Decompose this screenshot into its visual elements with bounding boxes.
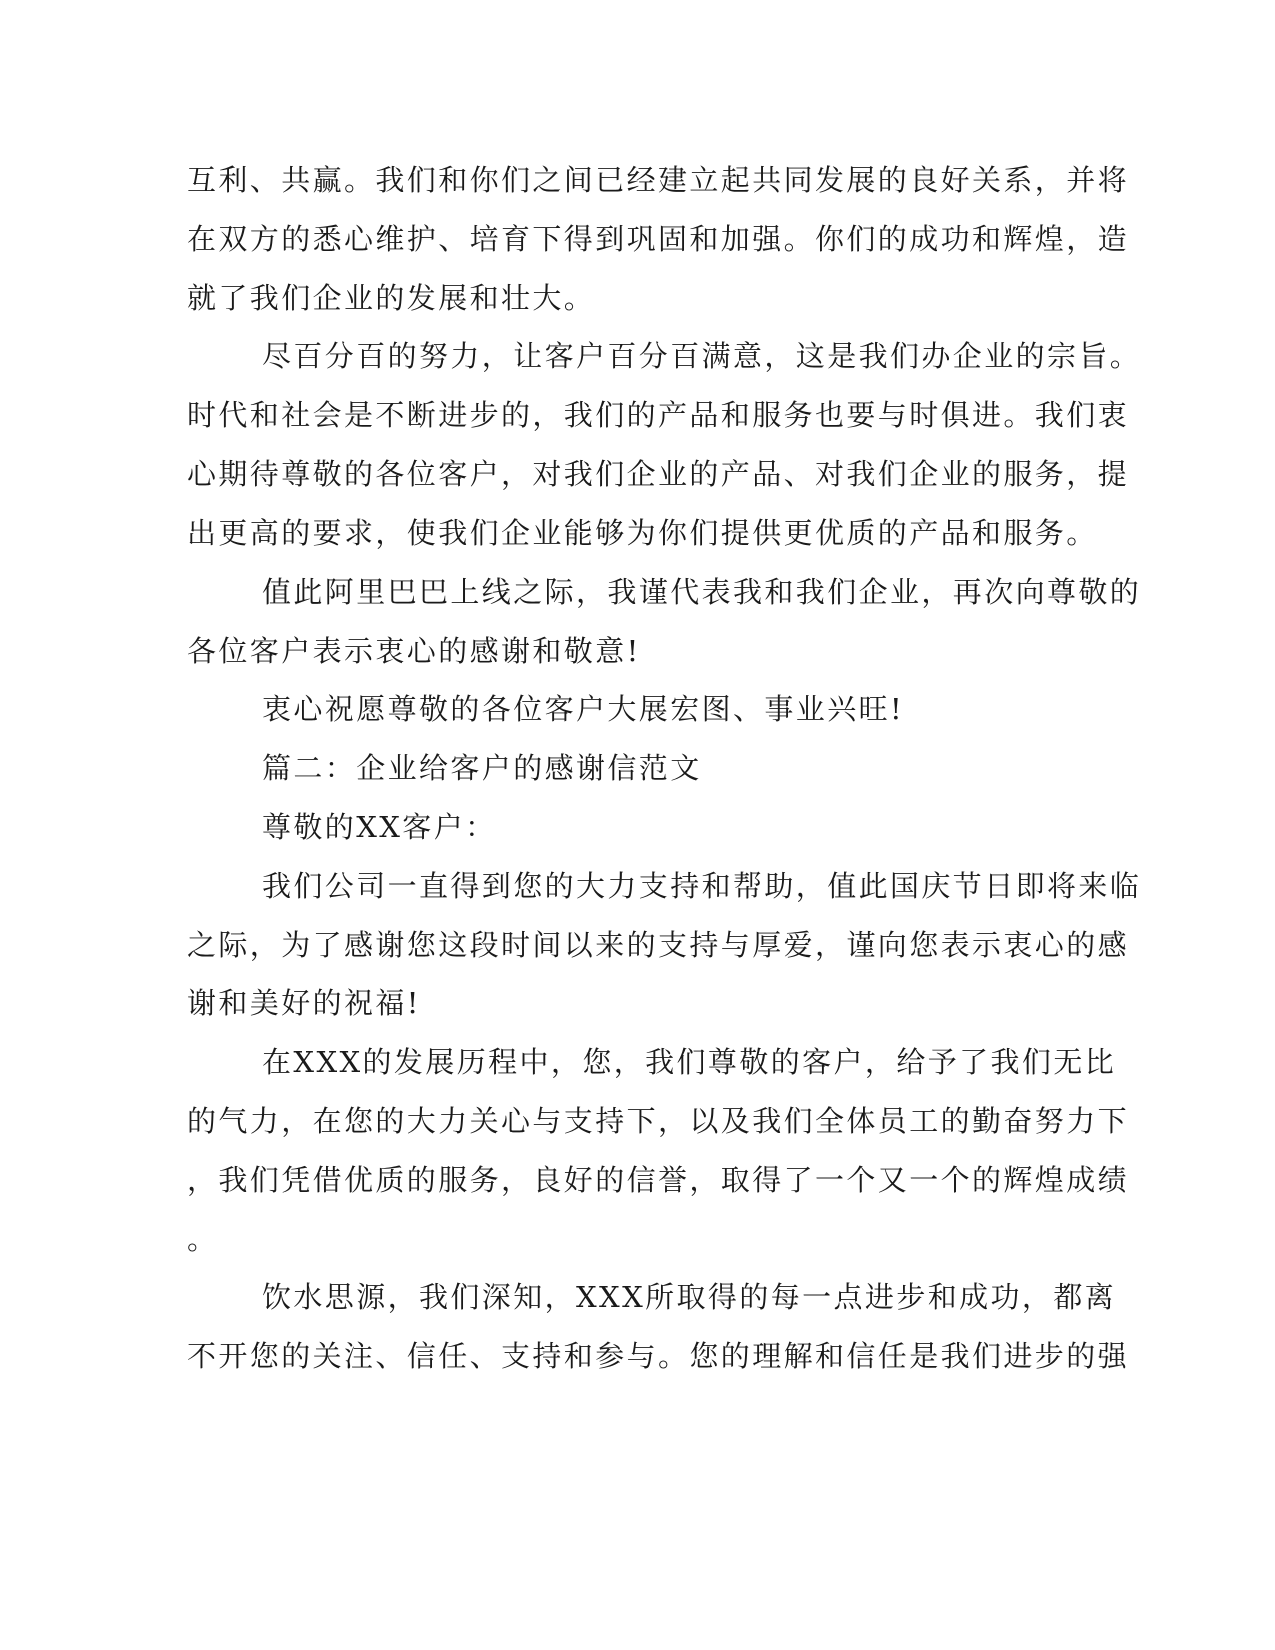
text-line: 。	[187, 1222, 219, 1256]
section-heading: 篇二：企业给客户的感谢信范文	[262, 751, 702, 785]
text-line: 在双方的悉心维护、培育下得到巩固和加强。你们的成功和辉煌，造	[187, 222, 1130, 256]
text-line: 我们公司一直得到您的大力支持和帮助，值此国庆节日即将来临	[262, 869, 1142, 903]
text-line: 各位客户表示衷心的感谢和敬意!	[187, 634, 641, 668]
text-line: 谢和美好的祝福!	[187, 986, 421, 1020]
text-line: 衷心祝愿尊敬的各位客户大展宏图、事业兴旺!	[262, 692, 905, 726]
salutation: 尊敬的XX客户：	[262, 810, 497, 844]
text-line: 就了我们企业的发展和壮大。	[187, 281, 596, 315]
text-line: 互利、共赢。我们和你们之间已经建立起共同发展的良好关系，并将	[187, 163, 1130, 197]
text-line: 值此阿里巴巴上线之际，我谨代表我和我们企业，再次向尊敬的	[262, 575, 1142, 609]
text-line: 心期待尊敬的各位客户，对我们企业的产品、对我们企业的服务，提	[187, 457, 1130, 491]
text-line: 饮水思源，我们深知，XXX所取得的每一点进步和成功，都离	[262, 1280, 1117, 1314]
text-line: 之际，为了感谢您这段时间以来的支持与厚爱，谨向您表示衷心的感	[187, 928, 1130, 962]
text-line: 的气力，在您的大力关心与支持下，以及我们全体员工的勤奋努力下	[187, 1104, 1130, 1138]
text-line: 尽百分百的努力，让客户百分百满意，这是我们办企业的宗旨。	[262, 339, 1142, 373]
text-line: 在XXX的发展历程中，您，我们尊敬的客户，给予了我们无比	[262, 1045, 1117, 1079]
text-line: 出更高的要求，使我们企业能够为你们提供更优质的产品和服务。	[187, 516, 1098, 550]
text-line: 不开您的关注、信任、支持和参与。您的理解和信任是我们进步的强	[187, 1339, 1130, 1373]
text-line: ，我们凭借优质的服务，良好的信誉，取得了一个又一个的辉煌成绩	[187, 1163, 1130, 1197]
text-line: 时代和社会是不断进步的，我们的产品和服务也要与时俱进。我们衷	[187, 398, 1130, 432]
